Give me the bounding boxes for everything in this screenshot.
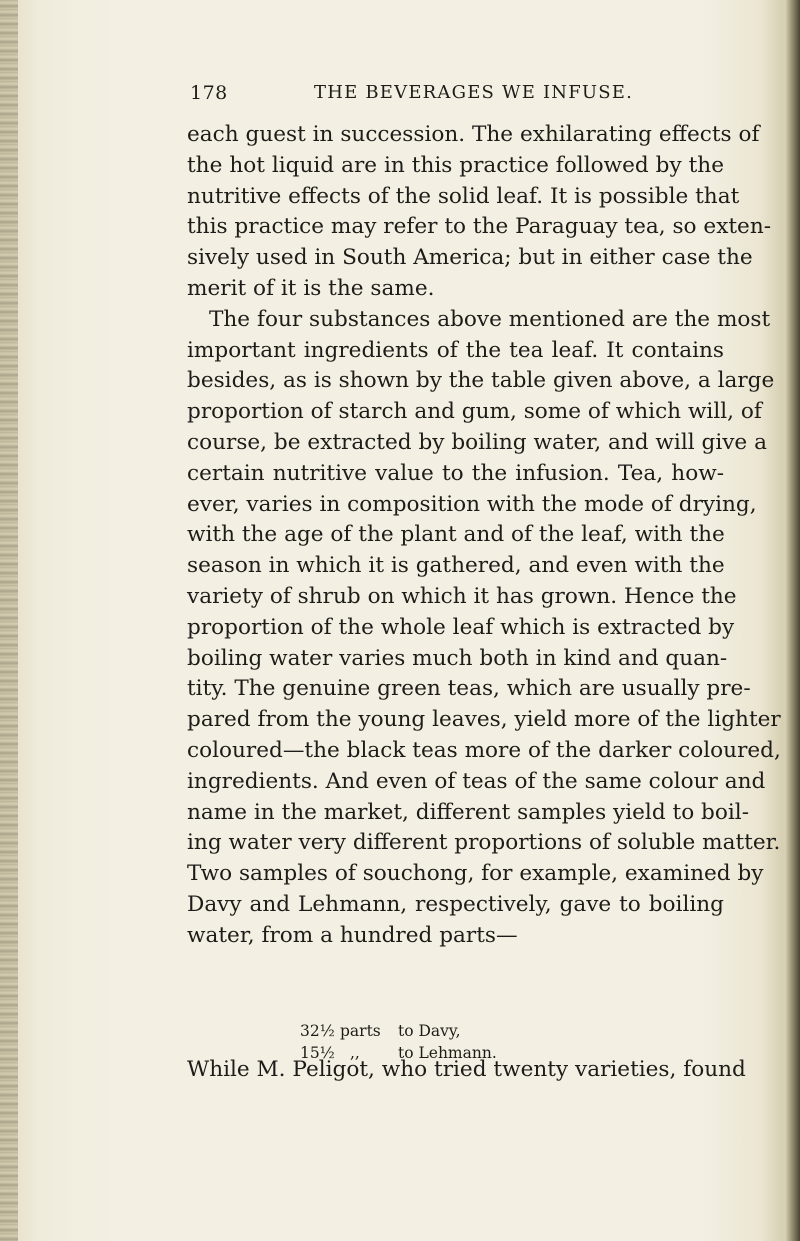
text-line: important ingredients of the tea leaf. It contains bbox=[187, 337, 724, 363]
text-line: season in which it is gathered, and even with the bbox=[187, 553, 725, 579]
text-line: sively used in South America; but in either case the bbox=[187, 245, 753, 271]
text-line: proportion of the whole leaf which is extracted by bbox=[187, 614, 735, 640]
destination-cell: to Davy, bbox=[398, 1022, 461, 1040]
text-line: nutritive effects of the solid leaf. It is possible that bbox=[187, 183, 740, 209]
text-line: with the age of the plant and of the leaf, with the bbox=[187, 522, 725, 548]
text-line: ever, varies in composition with the mode of drying, bbox=[187, 491, 757, 517]
running-title: THE BEVERAGES WE INFUSE. bbox=[314, 82, 634, 103]
page-right-edge bbox=[786, 0, 800, 1241]
text-line: ing water very different proportions of soluble matter. bbox=[187, 830, 781, 856]
text-line: tity. The genuine green teas, which are usually pre- bbox=[187, 676, 751, 702]
text-line: name in the market, different samples yield to boil- bbox=[187, 799, 749, 825]
destination-cell: to Lehmann. bbox=[398, 1044, 497, 1062]
text-line: The four substances above mentioned are the most bbox=[209, 306, 771, 332]
text-line: course, be extracted by boiling water, and will give a bbox=[187, 429, 767, 455]
page-header bbox=[190, 82, 760, 112]
text-line: Two samples of souchong, for example, examined by bbox=[187, 861, 764, 887]
amount-cell: 15½ bbox=[300, 1044, 335, 1062]
amount-cell: 32½ bbox=[300, 1022, 335, 1040]
text-line: besides, as is shown by the table given above, a large bbox=[187, 368, 775, 394]
text-line: ingredients. And even of teas of the same colour and bbox=[187, 768, 766, 794]
text-line: water, from a hundred parts— bbox=[187, 922, 518, 948]
unit-cell: parts bbox=[340, 1022, 381, 1040]
paragraph-2 bbox=[187, 305, 781, 952]
text-line: Davy and Lehmann, respectively, gave to boiling bbox=[187, 891, 724, 917]
body-text bbox=[187, 120, 781, 952]
closing-line: While M. Peligot, who tried twenty varieties, found bbox=[187, 1057, 746, 1082]
page-number: 178 bbox=[190, 82, 228, 104]
text-line: boiling water varies much both in kind and quan- bbox=[187, 645, 728, 671]
text-line: certain nutritive value to the infusion. Tea, how- bbox=[187, 460, 724, 486]
text-line: coloured—the black teas more of the darker coloured, bbox=[187, 737, 781, 763]
page-binding-edge bbox=[0, 0, 18, 1241]
text-line: variety of shrub on which it has grown. Hence the bbox=[187, 583, 737, 609]
text-line: proportion of starch and gum, some of which will, of bbox=[187, 399, 762, 425]
text-line: merit of it is the same. bbox=[187, 275, 435, 301]
table-row bbox=[300, 1020, 620, 1042]
text-line: the hot liquid are in this practice followed by the bbox=[187, 152, 724, 178]
paragraph-1 bbox=[187, 120, 772, 305]
unit-cell: ,, bbox=[350, 1044, 360, 1062]
text-line: this practice may refer to the Paraguay tea, so exten- bbox=[187, 214, 772, 240]
text-line: each guest in succession. The exhilarating effects of bbox=[187, 122, 760, 147]
text-line: pared from the young leaves, yield more of the lighter bbox=[187, 707, 781, 733]
